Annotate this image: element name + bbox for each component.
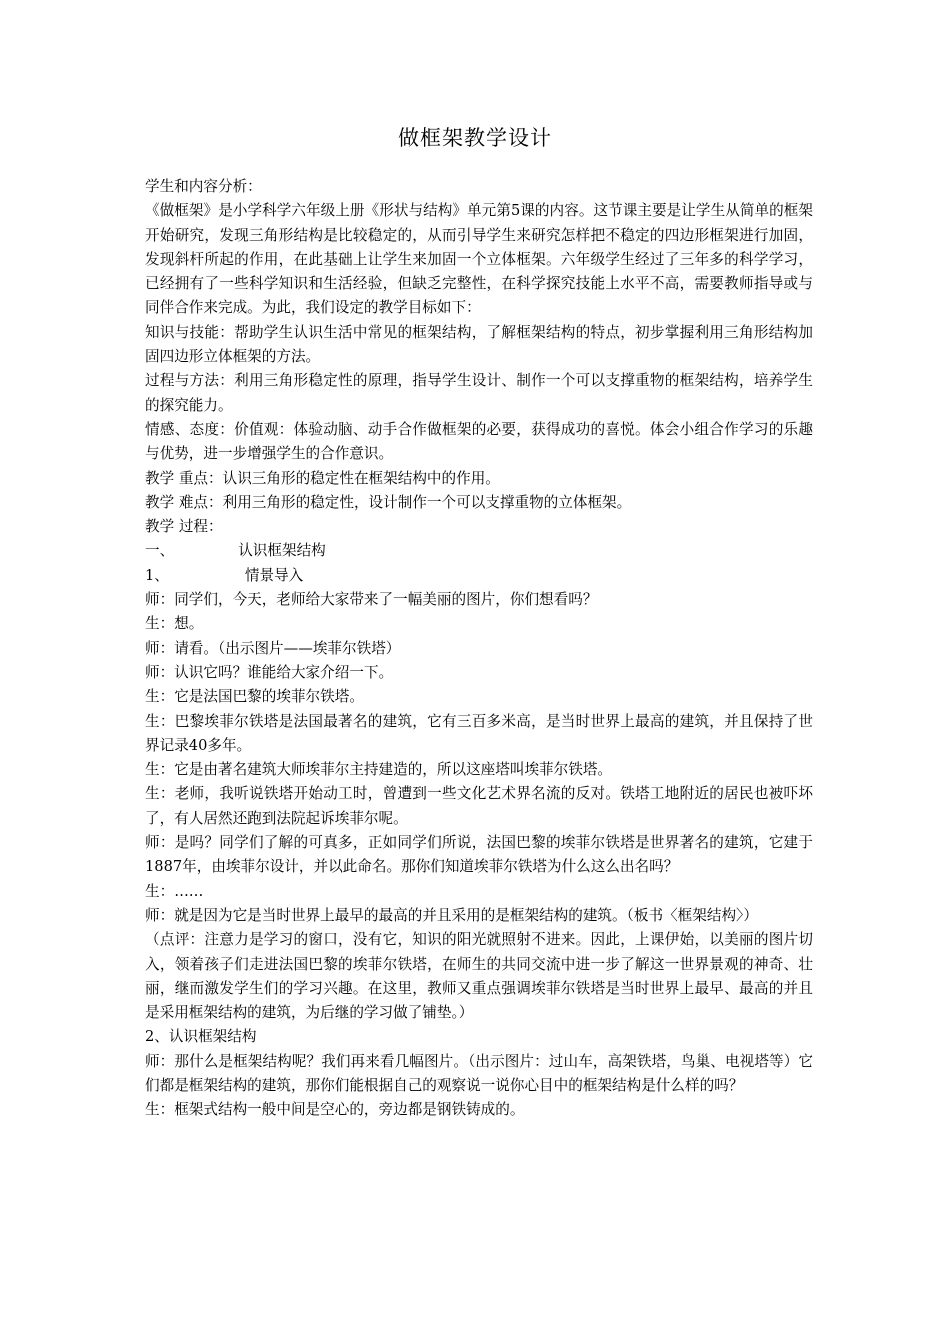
dialogue-line: 师：认识它吗？谁能给大家介绍一下。 xyxy=(145,663,394,681)
document-title: 做框架教学设计 xyxy=(398,126,552,150)
dialogue-line: 师：请看。（出示图片——埃菲尔铁塔） xyxy=(145,639,401,657)
subsection-heading-2: 2、认识框架结构 xyxy=(145,1028,257,1046)
dialogue-line: 师：同学们，今天，老师给大家带来了一幅美丽的图片，你们想看吗？ xyxy=(145,591,598,609)
paragraph-process-heading: 教学 过程： xyxy=(145,518,223,536)
dialogue-line: 生：老师，我听说铁塔开始动工时，曾遭到一些文化艺术界名流的反对。铁塔工地附近的居民也被吓坏了，有人居然还跑到法院起诉埃菲尔呢。 xyxy=(145,785,813,827)
section-heading-1 xyxy=(145,539,813,563)
dialogue-line: 生：巴黎埃菲尔铁塔是法国最著名的建筑，它有三百多米高，是当时世界上最高的建筑，并且保持了世界记录40多年。 xyxy=(145,712,813,754)
subsection-title: 情景导入 xyxy=(244,566,304,584)
paragraph-content-analysis: 《做框架》是小学科学六年级上册《形状与结构》单元第5课的内容。这节课主要是让学生从简单的框架开始研究，发现三角形结构是比较稳定的，从而引导学生来研究怎样把不稳定的四边形框架进行加固，发现斜杆所起的作用，在此基础上让学生来加固一个立体框架。六年级学生经过了三年多的科学学习，已经拥有了一些科学知识和生活经验，但缺乏完整性，在科学探究技能上水平不高，需要教师指导或与同伴合作来完成。为此，我们设定的教学目标如下： xyxy=(145,202,813,317)
paragraph-difficult-point: 教学 难点：利用三角形的稳定性，设计制作一个可以支撑重物的立体框架。 xyxy=(145,493,632,511)
paragraph-key-point: 教学 重点：认识三角形的稳定性在框架结构中的作用。 xyxy=(145,469,500,487)
section-number: 一、 xyxy=(145,542,175,560)
dialogue-line: 生：…… xyxy=(145,882,204,900)
document-body xyxy=(145,175,813,1123)
paragraph-analysis-heading: 学生和内容分析： xyxy=(145,178,262,195)
dialogue-line: 师：那什么是框架结构呢？我们再来看几幅图片。（出示图片：过山车，高架铁塔，鸟巢、电视塔等）它们都是框架结构的建筑，那你们能根据自己的观察说一说你心目中的框架结构是什么样的吗？ xyxy=(145,1052,813,1094)
paragraph-emotion-attitude: 情感、态度：价值观：体验动脑、动手合作做框架的必要，获得成功的喜悦。体会小组合作学习的乐趣与优势，进一步增强学生的合作意识。 xyxy=(145,420,813,463)
subsection-heading-1 xyxy=(145,564,813,588)
dialogue-line: 生：想。 xyxy=(145,615,204,633)
paragraph-knowledge-skills: 知识与技能：帮助学生认识生活中常见的框架结构，了解框架结构的特点，初步掌握利用三角形结构加固四边形立体框架的方法。 xyxy=(145,323,813,366)
dialogue-line: 师：是吗？同学们了解的可真多，正如同学们所说，法国巴黎的埃菲尔铁塔是世界著名的建筑，它建于1887年，由埃菲尔设计，并以此命名。那你们知道埃菲尔铁塔为什么这么出名吗？ xyxy=(145,834,813,876)
paragraph-process-methods: 过程与方法：利用三角形稳定性的原理，指导学生设计、制作一个可以支撑重物的框架结构，培养学生的探究能力。 xyxy=(145,372,813,414)
commentary-paragraph: （点评：注意力是学习的窗口，没有它，知识的阳光就照射不进来。因此，上课伊始，以美丽的图片切入，领着孩子们走进法国巴黎的埃菲尔铁塔，在师生的共同交流中进一步了解这一世界景观的神奇、壮丽，继而激发学生们的学习兴趣。在这里，教师又重点强调埃菲尔铁塔是当时世界上最早、最高的并且是采用框架结构的建筑，为后继的学习做了铺垫。） xyxy=(145,931,813,1022)
section-title: 认识框架结构 xyxy=(238,542,326,560)
dialogue-line: 生：它是由著名建筑大师埃菲尔主持建造的，所以这座塔叫埃菲尔铁塔。 xyxy=(145,761,613,779)
subsection-number: 1、 xyxy=(145,566,169,584)
dialogue-line: 生：框架式结构一般中间是空心的，旁边都是钢铁铸成的。 xyxy=(145,1101,525,1119)
dialogue-line: 生：它是法国巴黎的埃菲尔铁塔。 xyxy=(145,688,364,706)
dialogue-line: 师：就是因为它是当时世界上最早的最高的并且采用的是框架结构的建筑。（板书〈框架结构〉） xyxy=(145,906,758,924)
